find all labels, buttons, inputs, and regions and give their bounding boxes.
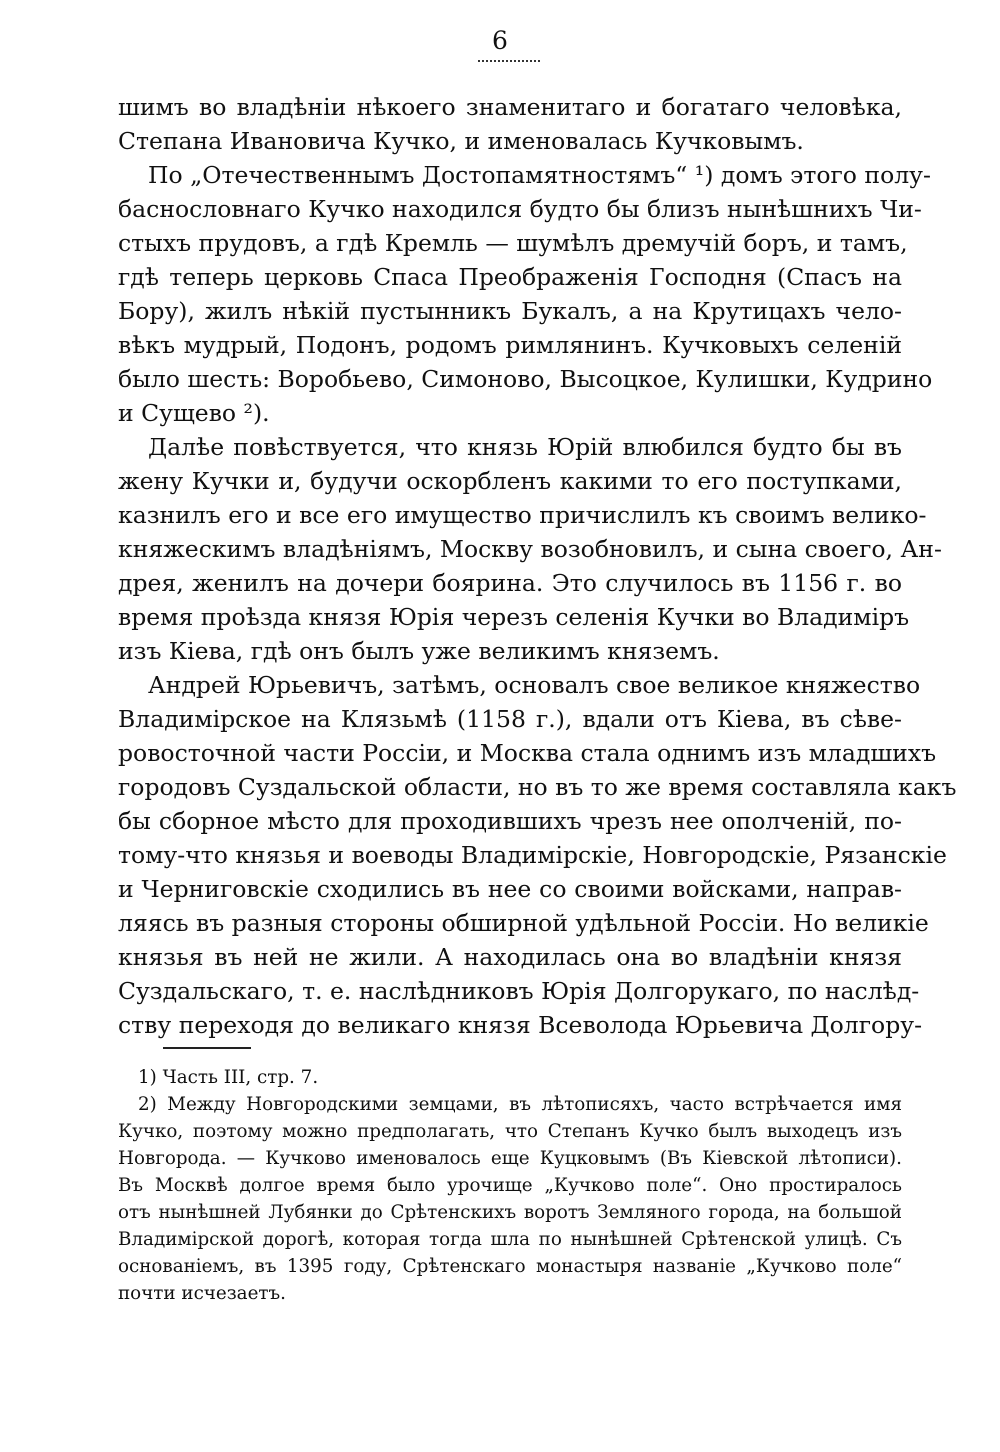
- text-line: гдѣ теперь церковь Спаса Преображенія Господня (Спасъ на: [118, 263, 902, 291]
- text-line: дрея, женилъ на дочери боярина. Это случилось въ 1156 г. во: [118, 569, 902, 597]
- text-line: и Сущево ²).: [118, 399, 270, 427]
- paragraph-4: [118, 668, 957, 1042]
- footnote-separator: [163, 1047, 251, 1049]
- text-line: вѣкъ мудрый, Подонъ, родомъ римлянинъ. Кучковыхъ селеній: [118, 331, 902, 359]
- text-line: ляясь въ разныя стороны обширной удѣльной Россіи. Но великіе: [118, 909, 929, 937]
- text-line: Бору), жилъ нѣкій пустынникъ Букалъ, а на Крутицахъ чело-: [118, 297, 902, 325]
- page-number: 6: [492, 26, 508, 55]
- text-line: изъ Кіева, гдѣ онъ былъ уже великимъ княземъ.: [118, 637, 720, 665]
- footnote-line: Въ Москвѣ долгое время было урочище „Кучково поле“. Оно простиралось: [118, 1175, 902, 1196]
- footnote-line: почти исчезаетъ.: [118, 1283, 286, 1304]
- footnotes: [118, 1064, 902, 1307]
- text-line: тому-что князья и воеводы Владимірскіе, Новгородскіе, Рязанскіе: [118, 841, 947, 869]
- main-text: [118, 90, 957, 1042]
- text-line: княжескимъ владѣніямъ, Москву возобновилъ, и сына своего, Ан-: [118, 535, 942, 563]
- text-line: время проѣзда князя Юрія черезъ селенія Кучки во Владиміръ: [118, 603, 910, 631]
- footnote-line: основаніемъ, въ 1395 году, Срѣтенскаго монастыря названіе „Кучково поле“: [118, 1256, 902, 1277]
- text-line: городовъ Суздальской области, но въ то же время составляла какъ: [118, 773, 957, 801]
- text-line: князья въ ней не жили. А находилась она во владѣніи князя: [118, 943, 902, 971]
- paragraph-3: [118, 430, 942, 668]
- text-line: По „Отечественнымъ Достопамятностямъ“ ¹) домъ этого полу-: [148, 161, 931, 189]
- text-line: Андрей Юрьевичъ, затѣмъ, основалъ свое великое княжество: [148, 671, 921, 699]
- text-line: ству переходя до великаго князя Всеволода Юрьевича Долгору-: [118, 1011, 923, 1039]
- text-line: баснословнаго Кучко находился будто бы близъ нынѣшнихъ Чи-: [118, 195, 922, 223]
- text-line: казнилъ его и все его имущество причислилъ къ своимъ велико-: [118, 501, 927, 529]
- text-line: было шесть: Воробьево, Симоново, Высоцкое, Кулишки, Кудрино: [118, 365, 933, 393]
- text-line: жену Кучки и, будучи оскорбленъ какими то его поступками,: [118, 467, 902, 495]
- footnote-2: [118, 1091, 902, 1307]
- footnote-line: 2) Между Новгородскими земцами, въ лѣтописяхъ, часто встрѣчается имя: [138, 1094, 902, 1115]
- text-line: стыхъ прудовъ, а гдѣ Кремль — шумѣлъ дремучій боръ, и тамъ,: [118, 229, 908, 257]
- footnote-line: Новгорода. — Кучково именовалось еще Куцковымъ (Въ Кіевской лѣтописи).: [118, 1148, 902, 1169]
- text-line: Суздальскаго, т. е. наслѣдниковъ Юрія Долгорукаго, по наслѣд-: [118, 977, 920, 1005]
- paragraph-1: [118, 90, 902, 158]
- footnote-line: Кучко, поэтому можно предполагать, что Степанъ Кучко былъ выходецъ изъ: [118, 1121, 902, 1142]
- page-number-underline: [478, 60, 540, 62]
- footnote-line: Владимірской дорогѣ, которая тогда шла по нынѣшней Срѣтенской улицѣ. Съ: [118, 1229, 902, 1250]
- text-line: бы сборное мѣсто для проходившихъ чрезъ нее ополченій, по-: [118, 807, 902, 835]
- text-line: Владимірское на Клязьмѣ (1158 г.), вдали отъ Кіева, въ сѣве-: [118, 705, 902, 733]
- text-line: шимъ во владѣніи нѣкоего знаменитаго и богатаго человѣка,: [118, 93, 902, 121]
- footnote-line: 1) Часть III, стр. 7.: [138, 1067, 319, 1088]
- footnote-1: [118, 1064, 902, 1091]
- paragraph-2: [118, 158, 933, 430]
- text-line: ровосточной части Россіи, и Москва стала однимъ изъ младшихъ: [118, 739, 937, 767]
- text-line: Степана Ивановича Кучко, и именовалась Кучковымъ.: [118, 127, 804, 155]
- text-line: и Черниговскіе сходились въ нее со своими войсками, направ-: [118, 875, 902, 903]
- text-line: Далѣе повѣствуется, что князь Юрій влюбился будто бы въ: [148, 433, 902, 461]
- footnote-line: отъ нынѣшней Лубянки до Срѣтенскихъ воротъ Земляного города, на большой: [118, 1202, 902, 1223]
